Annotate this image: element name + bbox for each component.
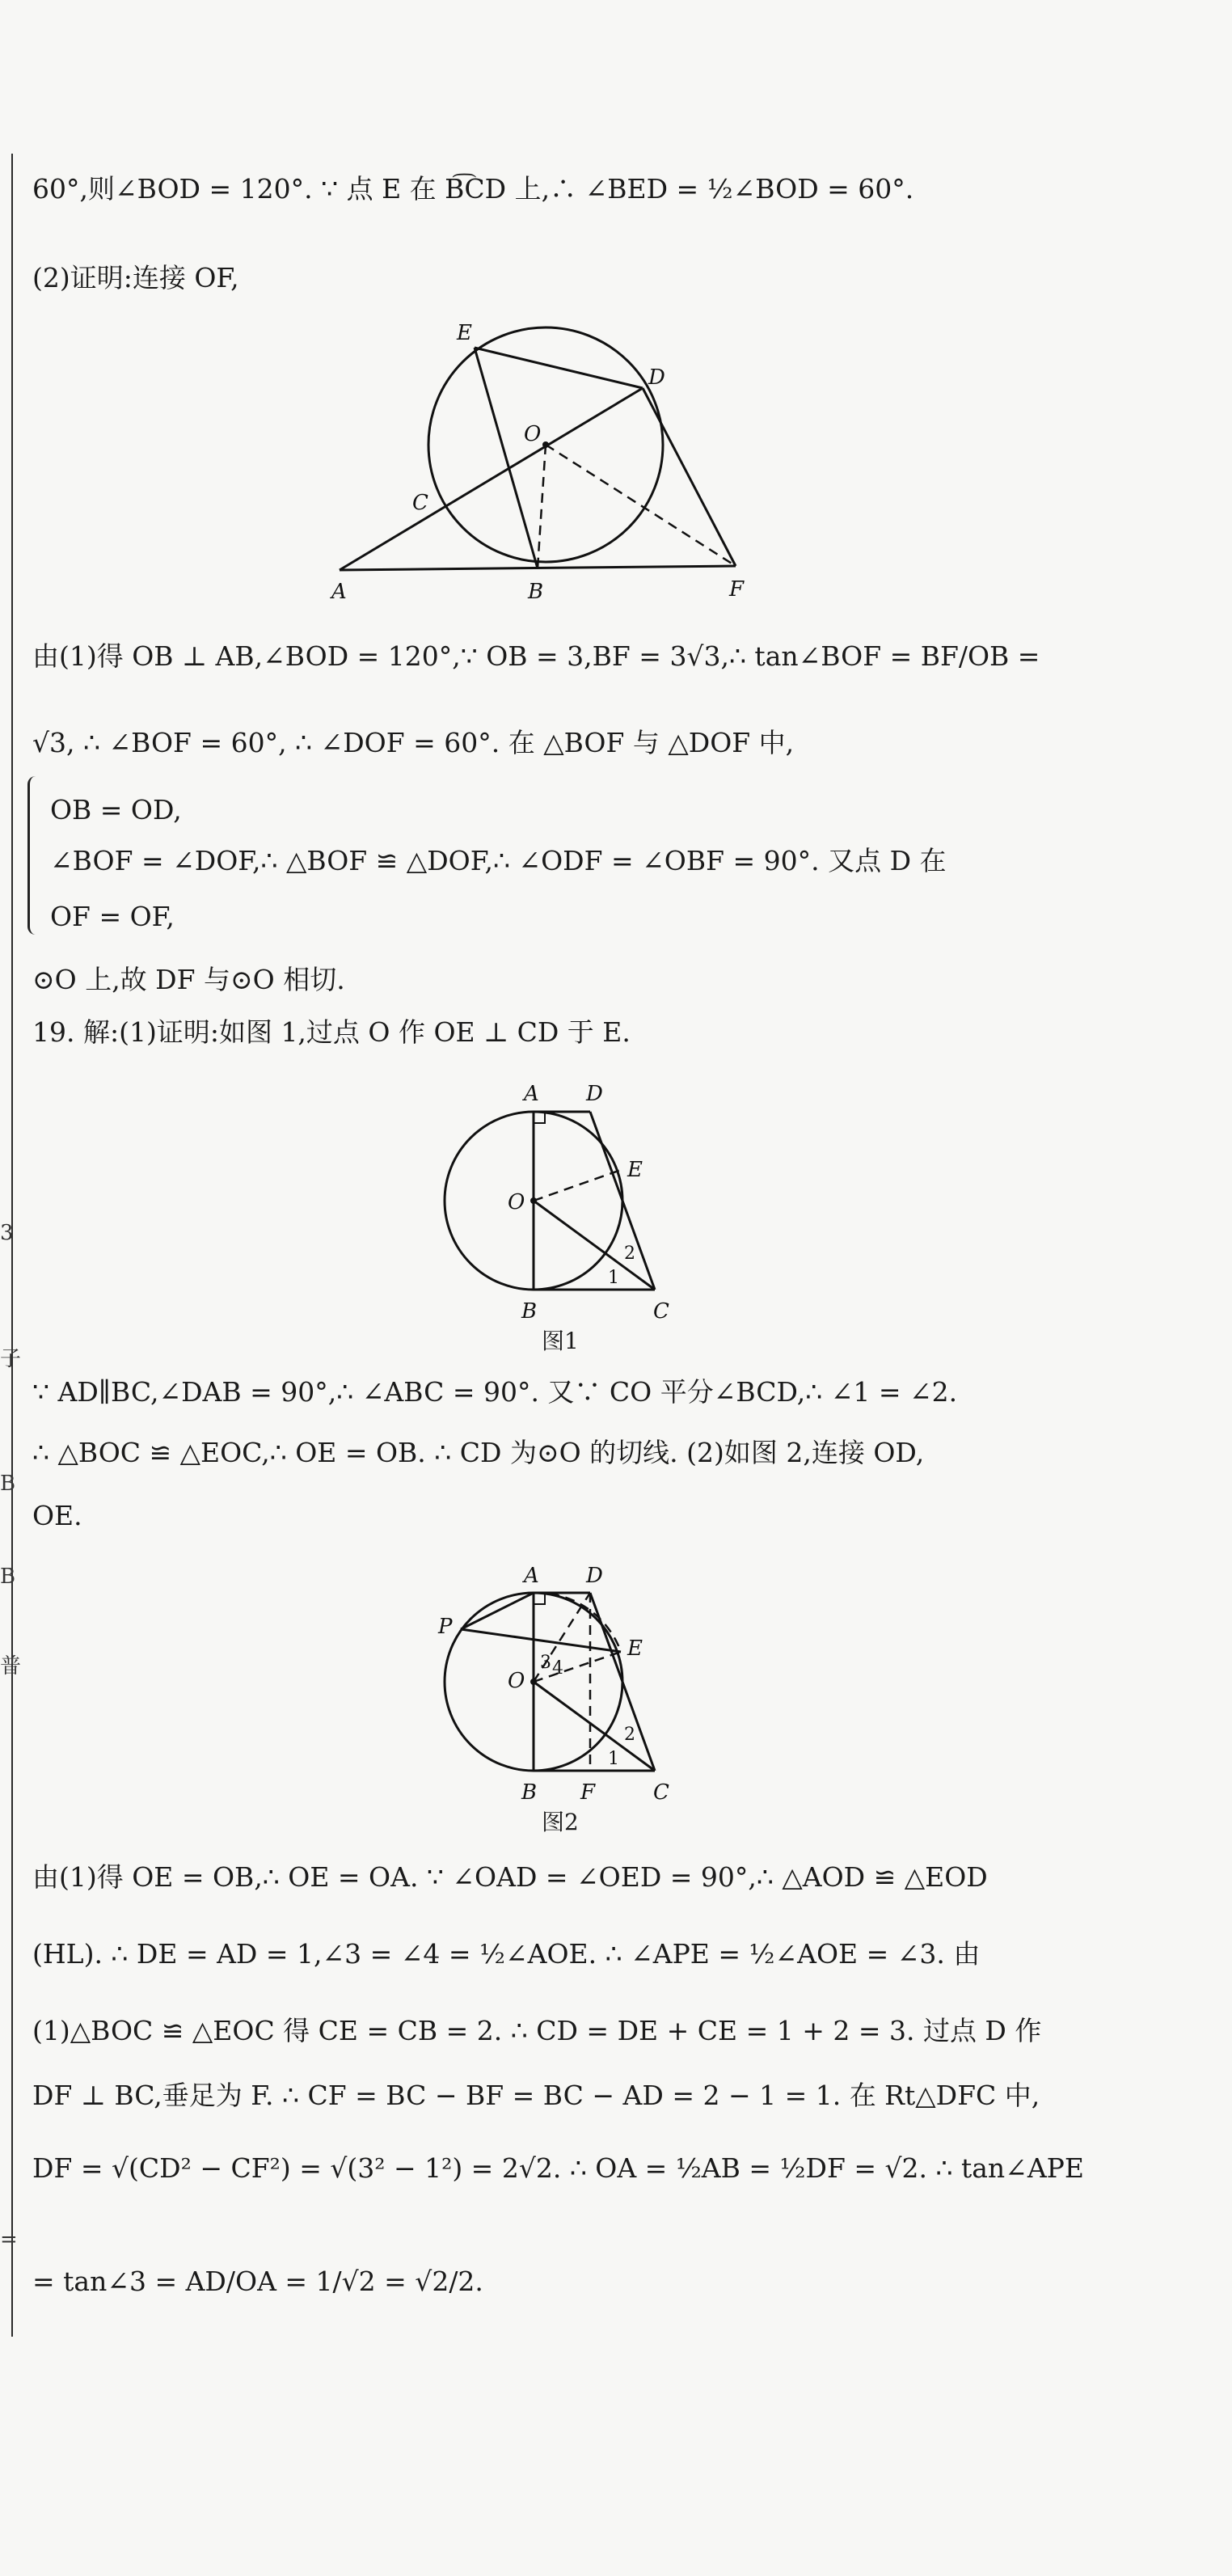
- text-line: ∴ △BOC ≌ △EOC,∴ OE = OB. ∴ CD 为⊙O 的切线. (2)如图 2,连接 OD,: [32, 1437, 925, 1468]
- label-O: O: [508, 1190, 525, 1214]
- label-D: D: [586, 1082, 603, 1106]
- label-E: E: [627, 1158, 643, 1182]
- label-angle-2: 2: [624, 1244, 635, 1264]
- text-line: DF ⊥ BC,垂足为 F. ∴ CF = BC − BF = BC − AD = 2 − 1 = 1. 在 Rt△DFC 中,: [32, 2080, 1040, 2111]
- label-C: C: [653, 1780, 669, 1805]
- label-angle-1: 1: [608, 1749, 619, 1769]
- label-angle-2: 2: [624, 1725, 635, 1745]
- text-line: √3, ∴ ∠BOF = 60°, ∴ ∠DOF = 60°. 在 △BOF 与 △DOF 中,: [32, 727, 795, 758]
- margin-mark: 子: [0, 1347, 22, 1371]
- text-line: 由(1)得 OE = OB,∴ OE = OA. ∵ ∠OAD = ∠OED = 90°,∴ △AOD ≌ △EOD: [32, 1861, 988, 1893]
- label-C: C: [653, 1299, 669, 1324]
- label-A: A: [524, 1082, 539, 1106]
- text-line: 60°,则∠BOD = 120°. ∵ 点 E 在 B͡CD 上,∴ ∠BED = ½∠BOD = 60°.: [32, 173, 914, 205]
- label-A: A: [524, 1564, 539, 1588]
- text-line: (HL). ∴ DE = AD = 1,∠3 = ∠4 = ½∠AOE. ∴ ∠APE = ½∠AOE = ∠3. 由: [32, 1938, 981, 1970]
- margin-mark: 3: [0, 1221, 14, 1245]
- label-B: B: [528, 580, 544, 604]
- text-line: (2)证明:连接 OF,: [32, 262, 239, 293]
- text-line: OF = OF,: [50, 901, 175, 932]
- label-E: E: [457, 321, 472, 345]
- figure-2-caption: 图2: [542, 1809, 579, 1835]
- label-O: O: [508, 1669, 525, 1693]
- text-line: ∵ AD∥BC,∠DAB = 90°,∴ ∠ABC = 90°. 又∵ CO 平分∠BCD,∴ ∠1 = ∠2.: [32, 1376, 958, 1408]
- system-brace: [27, 776, 41, 935]
- label-P: P: [438, 1615, 453, 1639]
- margin-mark: B: [0, 1472, 16, 1496]
- label-B: B: [521, 1299, 538, 1324]
- label-D: D: [586, 1564, 603, 1588]
- binding-margin-line: [11, 154, 13, 2337]
- label-angle-4: 4: [552, 1658, 563, 1679]
- text-line: 19. 解:(1)证明:如图 1,过点 O 作 OE ⊥ CD 于 E.: [32, 1016, 631, 1048]
- label-D: D: [648, 365, 665, 390]
- figure-1-caption: 图1: [542, 1328, 579, 1354]
- figure-circle-tangent: [323, 311, 776, 610]
- label-F: F: [729, 577, 745, 602]
- label-A: A: [331, 580, 347, 604]
- text-line: ∠BOF = ∠DOF,∴ △BOF ≌ △DOF,∴ ∠ODF = ∠OBF = 90°. 又点 D 在: [50, 845, 947, 876]
- label-angle-3: 3: [540, 1653, 551, 1673]
- text-line: 由(1)得 OB ⊥ AB,∠BOD = 120°,∵ OB = 3,BF = 3√3,∴ tan∠BOF = BF/OB =: [32, 640, 1040, 672]
- label-F: F: [580, 1780, 596, 1805]
- text-line: ⊙O 上,故 DF 与⊙O 相切.: [32, 964, 345, 995]
- figure-2: [420, 1548, 695, 1807]
- label-angle-1: 1: [608, 1268, 619, 1288]
- text-line: = tan∠3 = AD/OA = 1/√2 = √2/2.: [32, 2266, 483, 2297]
- label-E: E: [627, 1636, 643, 1661]
- text-line: OB = OD,: [50, 794, 182, 826]
- text-line: (1)△BOC ≌ △EOC 得 CE = CB = 2. ∴ CD = DE + CE = 1 + 2 = 3. 过点 D 作: [32, 2015, 1042, 2046]
- figure-1: [420, 1071, 695, 1330]
- text-line: DF = √(CD² − CF²) = √(3² − 1²) = 2√2. ∴ OA = ½AB = ½DF = √2. ∴ tan∠APE: [32, 2152, 1084, 2184]
- margin-mark: B: [0, 1565, 16, 1589]
- label-C: C: [412, 491, 428, 515]
- label-B: B: [521, 1780, 538, 1805]
- text-line: OE.: [32, 1500, 82, 1531]
- label-O: O: [524, 422, 542, 446]
- margin-mark: 普: [0, 1654, 22, 1679]
- margin-mark: =: [0, 2228, 18, 2252]
